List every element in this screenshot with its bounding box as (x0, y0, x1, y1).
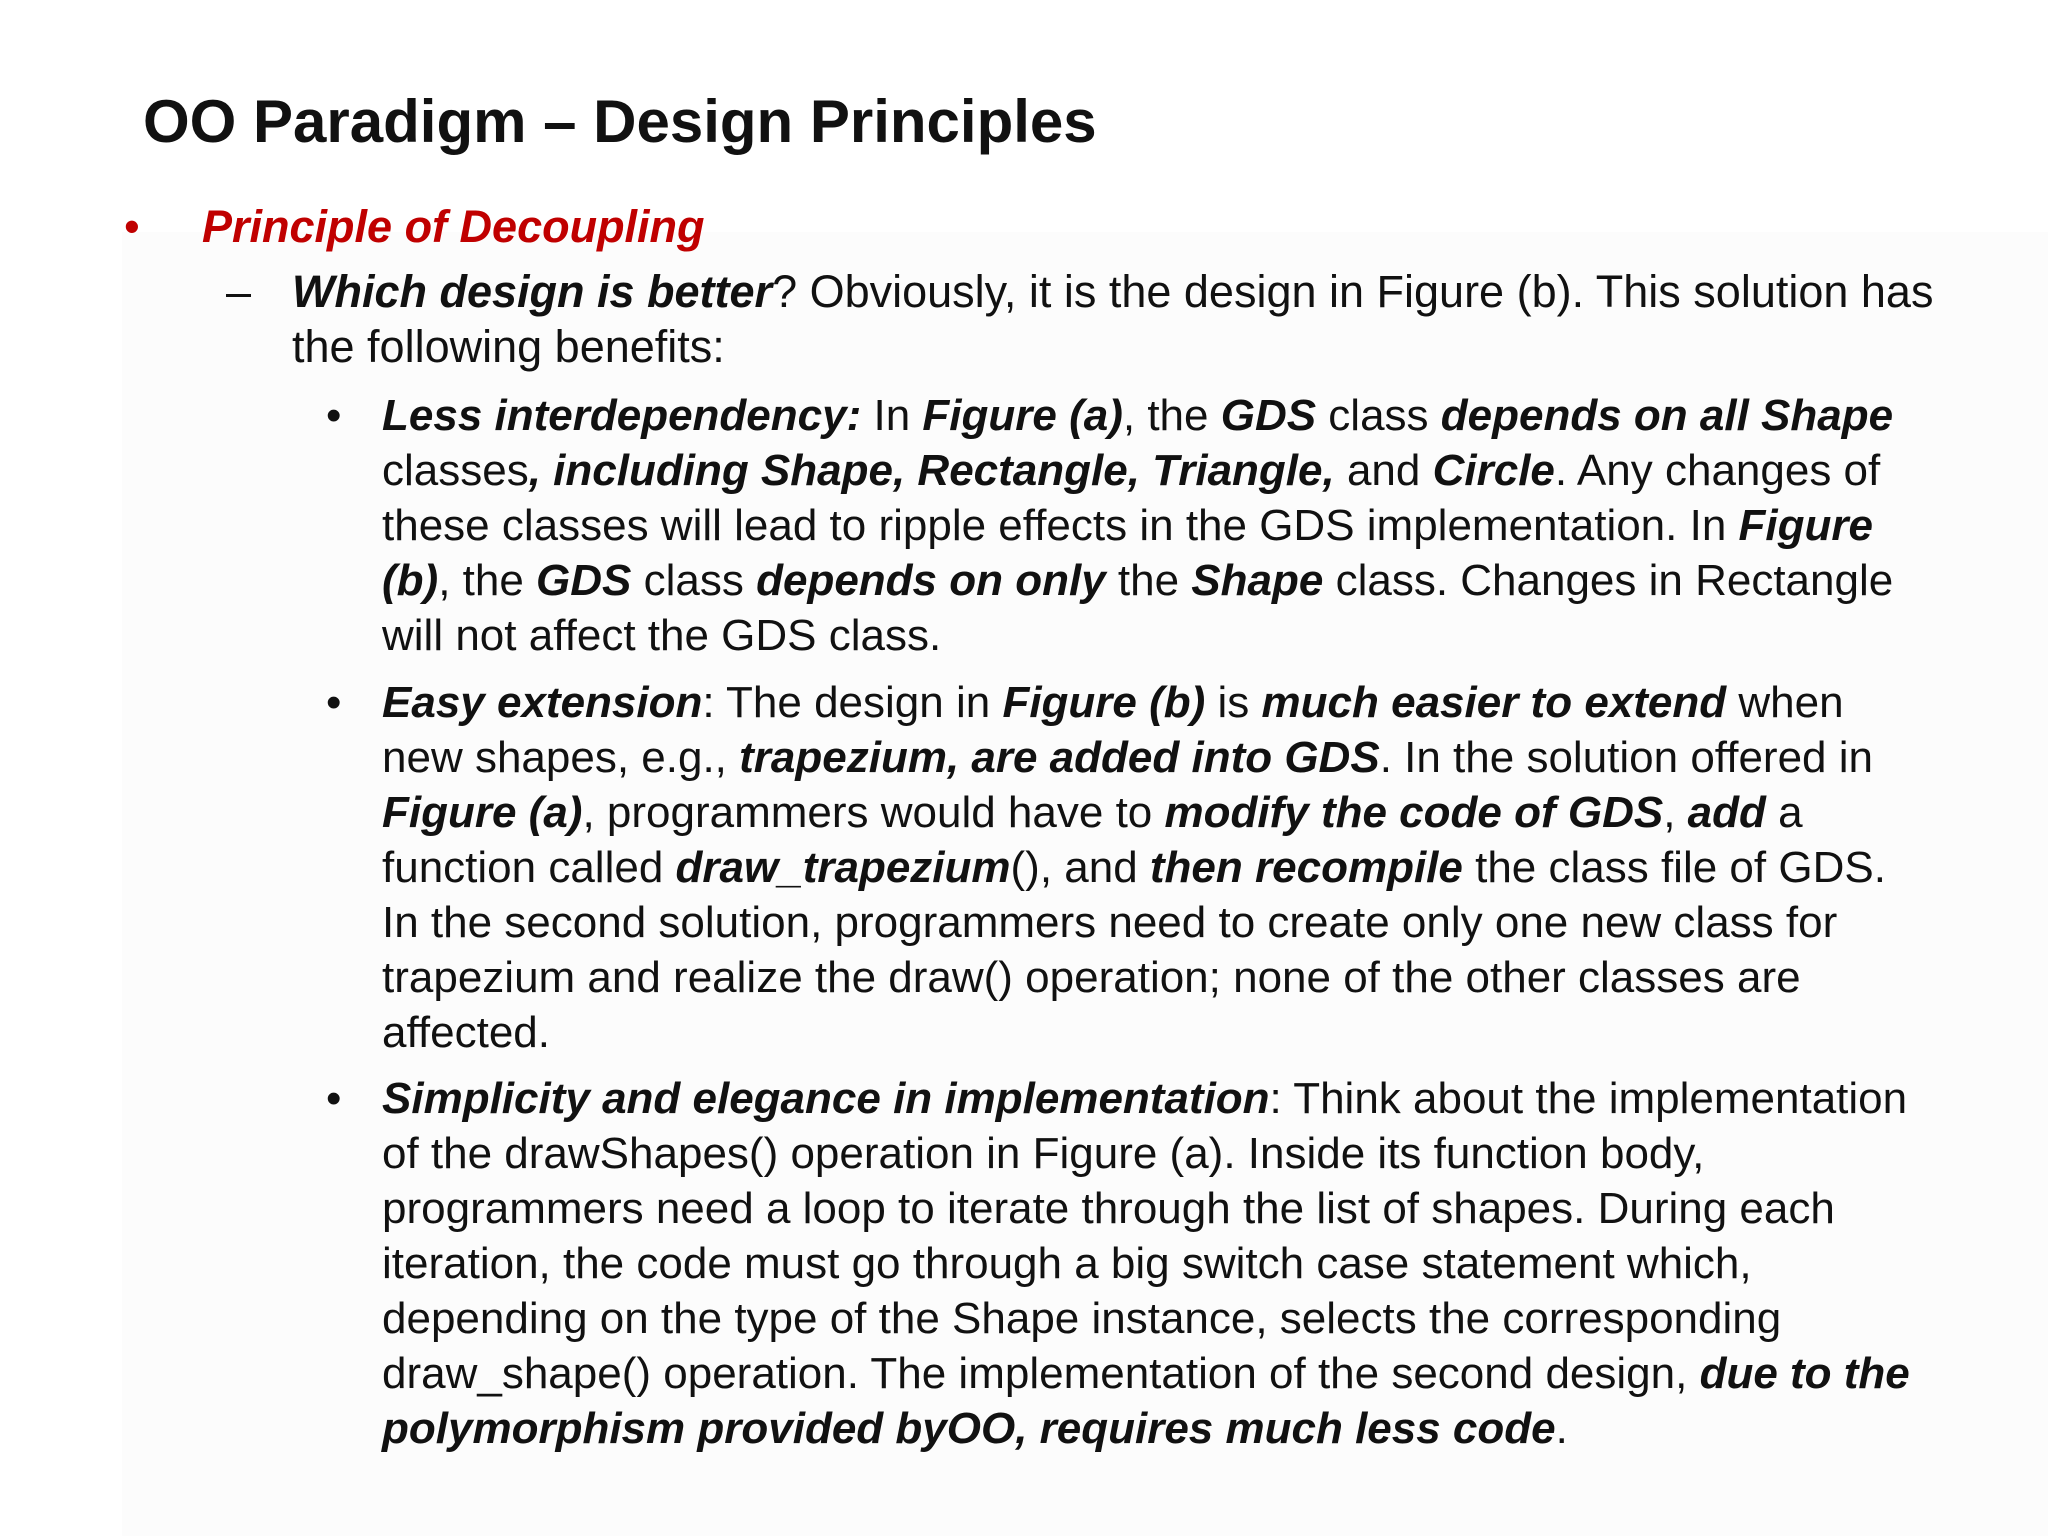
benefit-bullet: • (326, 391, 342, 440)
body-text: , the (1122, 391, 1221, 440)
benefit-line (382, 1126, 1992, 1181)
emphasis-text: draw_trapezium (675, 843, 1011, 892)
benefit-line (382, 1181, 1992, 1236)
body-text: : The design in (702, 678, 1003, 727)
body-text: classes (382, 446, 529, 495)
question-dash: – (226, 266, 252, 317)
body-text: programmers need a loop to iterate through the list of shapes. During each (382, 1184, 1835, 1233)
emphasis-text: depends on only (756, 556, 1106, 605)
body-text: these classes will lead to ripple effects in the GDS implementation. In (382, 501, 1739, 550)
emphasis-text: Simplicity and elegance in implementation (382, 1074, 1270, 1123)
body-text: draw_shape() operation. The implementation of the second design, (382, 1349, 1700, 1398)
emphasis-text: Figure (a) (382, 788, 583, 837)
emphasis-text: modify the code of GDS (1164, 788, 1664, 837)
benefit-line (382, 1236, 1992, 1291)
body-text: the (1105, 556, 1192, 605)
benefit-line (382, 840, 1992, 895)
body-text: , (1663, 788, 1688, 837)
emphasis-text: depends on all Shape (1440, 391, 1894, 440)
body-text: class (631, 556, 757, 605)
body-text: will not affect the GDS class. (382, 611, 942, 660)
body-text: a (1765, 788, 1803, 837)
body-text: and (1334, 446, 1433, 495)
body-text: , programmers would have to (582, 788, 1165, 837)
benefit-line (382, 608, 1992, 663)
benefit-line (382, 1401, 1992, 1456)
benefit-line (382, 443, 1992, 498)
question-line-1-rest: ? Obviously, it is the design in Figure (b). This solution has (772, 266, 1934, 317)
body-text: In the second solution, programmers need to create only one new class for (382, 898, 1838, 947)
benefit-line (382, 785, 1992, 840)
question-line-2: the following benefits: (292, 321, 725, 372)
emphasis-text: (b) (382, 556, 439, 605)
benefit-bullet: • (326, 678, 342, 727)
benefit-line (382, 1291, 1992, 1346)
body-text: depending on the type of the Shape instance, selects the corresponding (382, 1294, 1782, 1343)
benefit-line (382, 388, 1992, 443)
emphasis-text: Easy extension (382, 678, 703, 727)
emphasis-text: Figure (1738, 501, 1873, 550)
body-text: , the (438, 556, 537, 605)
emphasis-text: Figure (a) (922, 391, 1123, 440)
body-text: affected. (382, 1008, 550, 1057)
emphasis-text: Less interdependency: (382, 391, 862, 440)
benefit-line (382, 1071, 1992, 1126)
benefit-line (382, 498, 1992, 553)
body-text: . In the solution offered in (1379, 733, 1873, 782)
emphasis-text: then recompile (1149, 843, 1463, 892)
emphasis-text: GDS (536, 556, 632, 605)
emphasis-text: Shape (1191, 556, 1324, 605)
emphasis-text: polymorphism provided byOO, requires much less code (382, 1404, 1556, 1453)
benefit-line (382, 553, 1992, 608)
benefit-line (382, 1346, 1992, 1401)
body-text: of the drawShapes() operation in Figure (a). Inside its function body, (382, 1129, 1705, 1178)
body-text: trapezium and realize the draw() operation; none of the other classes are (382, 953, 1801, 1002)
body-text: . Any changes of (1554, 446, 1881, 495)
emphasis-text: Circle (1432, 446, 1555, 495)
body-text: : Think about the implementation (1269, 1074, 1908, 1123)
body-text: In (861, 391, 923, 440)
question-text (292, 264, 1992, 374)
emphasis-text: , including Shape, Rectangle, Triangle, (528, 446, 1335, 495)
principle-bullet: • (124, 201, 140, 252)
benefit-line (382, 950, 1992, 1005)
body-text: (), and (1010, 843, 1150, 892)
benefit-line (382, 1005, 1992, 1060)
benefit-line (382, 730, 1992, 785)
body-text: is (1205, 678, 1262, 727)
benefit-bullet: • (326, 1074, 342, 1123)
emphasis-text: add (1687, 788, 1766, 837)
body-text: class (1316, 391, 1441, 440)
body-text: iteration, the code must go through a big switch case statement which, (382, 1239, 1752, 1288)
body-text: when (1726, 678, 1844, 727)
emphasis-text: Figure (b) (1002, 678, 1206, 727)
slide-title: OO Paradigm – Design Principles (143, 88, 1097, 155)
body-text: . (1555, 1404, 1568, 1453)
emphasis-text: much easier to extend (1261, 678, 1727, 727)
question-emphasis: Which design is better (292, 266, 773, 317)
body-text: function called (382, 843, 676, 892)
body-text: the class file of GDS. (1462, 843, 1886, 892)
question-line-1 (292, 264, 1992, 319)
benefit-text (382, 388, 1992, 663)
body-text: class. Changes in Rectangle (1323, 556, 1894, 605)
emphasis-text: trapezium, are added into GDS (739, 733, 1380, 782)
benefit-text (382, 1071, 1992, 1456)
benefit-line (382, 675, 1992, 730)
body-text: new shapes, e.g., (382, 733, 740, 782)
emphasis-text: due to the (1699, 1349, 1910, 1398)
principle-heading: Principle of Decoupling (202, 201, 705, 252)
emphasis-text: GDS (1220, 391, 1317, 440)
benefit-line (382, 895, 1992, 950)
benefit-text (382, 675, 1992, 1060)
